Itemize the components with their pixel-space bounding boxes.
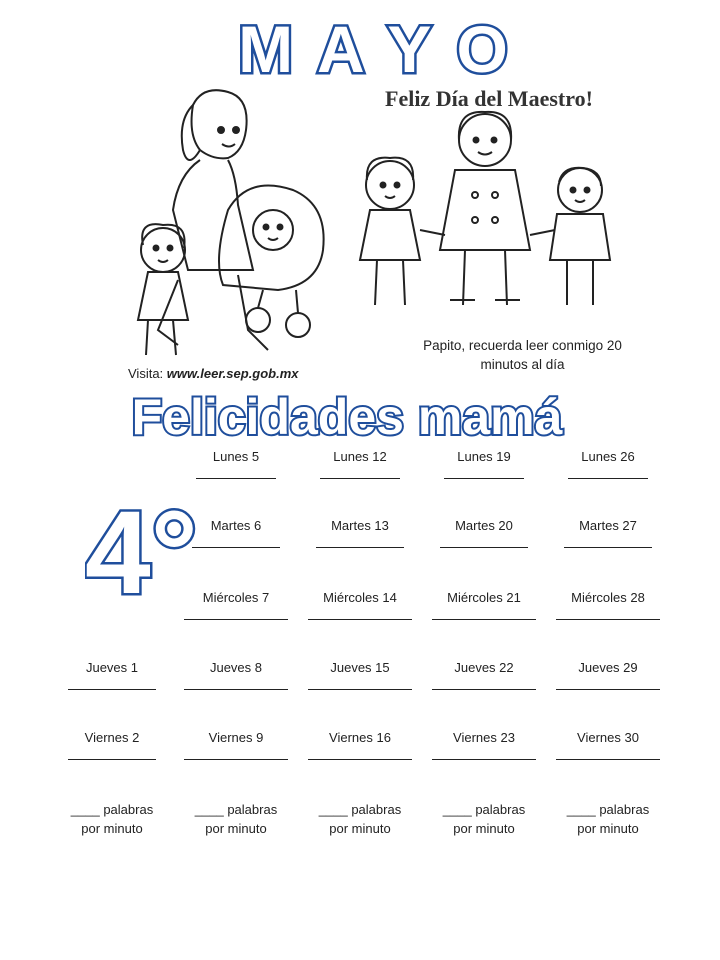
- visit-url-link[interactable]: www.leer.sep.gob.mx: [166, 366, 299, 381]
- words-per-minute-field[interactable]: [552, 800, 664, 838]
- month-title: [220, 14, 530, 84]
- day-label: Lunes 26: [581, 449, 635, 464]
- visit-line: [128, 366, 299, 381]
- answer-line[interactable]: [184, 619, 288, 620]
- day-cell: [428, 730, 540, 760]
- day-cell: [180, 518, 292, 548]
- day-cell: [304, 518, 416, 548]
- answer-line[interactable]: [556, 689, 660, 690]
- answer-line[interactable]: [196, 478, 276, 479]
- day-cell: [428, 449, 540, 479]
- answer-line[interactable]: [440, 547, 528, 548]
- answer-line[interactable]: [444, 478, 524, 479]
- wpm-line1: ____ palabras: [318, 802, 402, 817]
- answer-line[interactable]: [184, 689, 288, 690]
- answer-line[interactable]: [308, 759, 412, 760]
- wpm-line1: ____ palabras: [566, 802, 650, 817]
- day-cell: [428, 518, 540, 548]
- wpm-line1: ____ palabras: [70, 802, 154, 817]
- day-label: Martes 13: [331, 518, 389, 533]
- grade-label-text: 4°: [85, 488, 198, 608]
- answer-line[interactable]: [432, 619, 536, 620]
- words-per-minute-field[interactable]: [180, 800, 292, 838]
- day-cell: [56, 730, 168, 760]
- day-label: Jueves 15: [330, 660, 390, 675]
- day-cell: [180, 449, 292, 479]
- wpm-line2: por minuto: [81, 821, 143, 836]
- day-label: Jueves 22: [454, 660, 514, 675]
- wpm-line2: por minuto: [329, 821, 391, 836]
- visit-label: Visita:: [128, 366, 164, 381]
- day-cell: [552, 590, 664, 620]
- day-label: Martes 27: [579, 518, 637, 533]
- wpm-line2: por minuto: [453, 821, 515, 836]
- month-title-text: M A Y O: [238, 14, 512, 84]
- day-cell: [180, 730, 292, 760]
- day-cell: [180, 590, 292, 620]
- teacher-day-label: Feliz Día del Maestro!: [385, 86, 593, 111]
- wpm-line1: ____ palabras: [442, 802, 526, 817]
- answer-line[interactable]: [192, 547, 280, 548]
- answer-line[interactable]: [184, 759, 288, 760]
- mothers-day-title: [125, 388, 575, 448]
- day-cell: [304, 590, 416, 620]
- answer-line[interactable]: [320, 478, 400, 479]
- answer-line[interactable]: [432, 759, 536, 760]
- day-label: Martes 20: [455, 518, 513, 533]
- answer-line[interactable]: [68, 759, 156, 760]
- day-label: Viernes 16: [329, 730, 391, 745]
- day-label: Lunes 5: [212, 449, 260, 464]
- wpm-line1: ____ palabras: [194, 802, 278, 817]
- day-label: Lunes 12: [333, 449, 387, 464]
- mothers-day-title-text: Felicidades mamá: [131, 389, 563, 445]
- day-cell: [552, 660, 664, 690]
- answer-line[interactable]: [68, 689, 156, 690]
- day-label: Miércoles 7: [202, 590, 270, 605]
- answer-line[interactable]: [308, 619, 412, 620]
- day-cell: [56, 660, 168, 690]
- answer-line[interactable]: [568, 478, 648, 479]
- day-label: Miércoles 21: [447, 590, 521, 605]
- answer-line[interactable]: [432, 689, 536, 690]
- answer-line[interactable]: [564, 547, 652, 548]
- day-cell: [552, 518, 664, 548]
- day-cell: [304, 449, 416, 479]
- day-label: Jueves 8: [209, 660, 263, 675]
- answer-line[interactable]: [316, 547, 404, 548]
- day-label: Jueves 1: [85, 660, 139, 675]
- mother-children-illustration: [118, 80, 343, 370]
- day-cell: [552, 449, 664, 479]
- wpm-line2: por minuto: [205, 821, 267, 836]
- day-label: Viernes 23: [453, 730, 515, 745]
- day-cell: [428, 660, 540, 690]
- answer-line[interactable]: [308, 689, 412, 690]
- reading-reminder: Papito, recuerda leer conmigo 20 minutos al día: [423, 338, 622, 372]
- day-cell: [552, 730, 664, 760]
- day-label: Viernes 9: [208, 730, 264, 745]
- day-label: Martes 6: [210, 518, 262, 533]
- day-label: Miércoles 28: [571, 590, 645, 605]
- words-per-minute-field[interactable]: [56, 800, 168, 838]
- day-label: Miércoles 14: [323, 590, 397, 605]
- words-per-minute-field[interactable]: [428, 800, 540, 838]
- day-cell: [180, 660, 292, 690]
- day-label: Jueves 29: [578, 660, 638, 675]
- teacher-students-illustration: [345, 110, 630, 320]
- day-cell: [428, 590, 540, 620]
- words-per-minute-field[interactable]: [304, 800, 416, 838]
- day-label: Viernes 30: [577, 730, 639, 745]
- answer-line[interactable]: [556, 759, 660, 760]
- day-label: Viernes 2: [84, 730, 140, 745]
- wpm-line2: por minuto: [577, 821, 639, 836]
- day-cell: [304, 730, 416, 760]
- day-label: Lunes 19: [457, 449, 511, 464]
- day-cell: [304, 660, 416, 690]
- answer-line[interactable]: [556, 619, 660, 620]
